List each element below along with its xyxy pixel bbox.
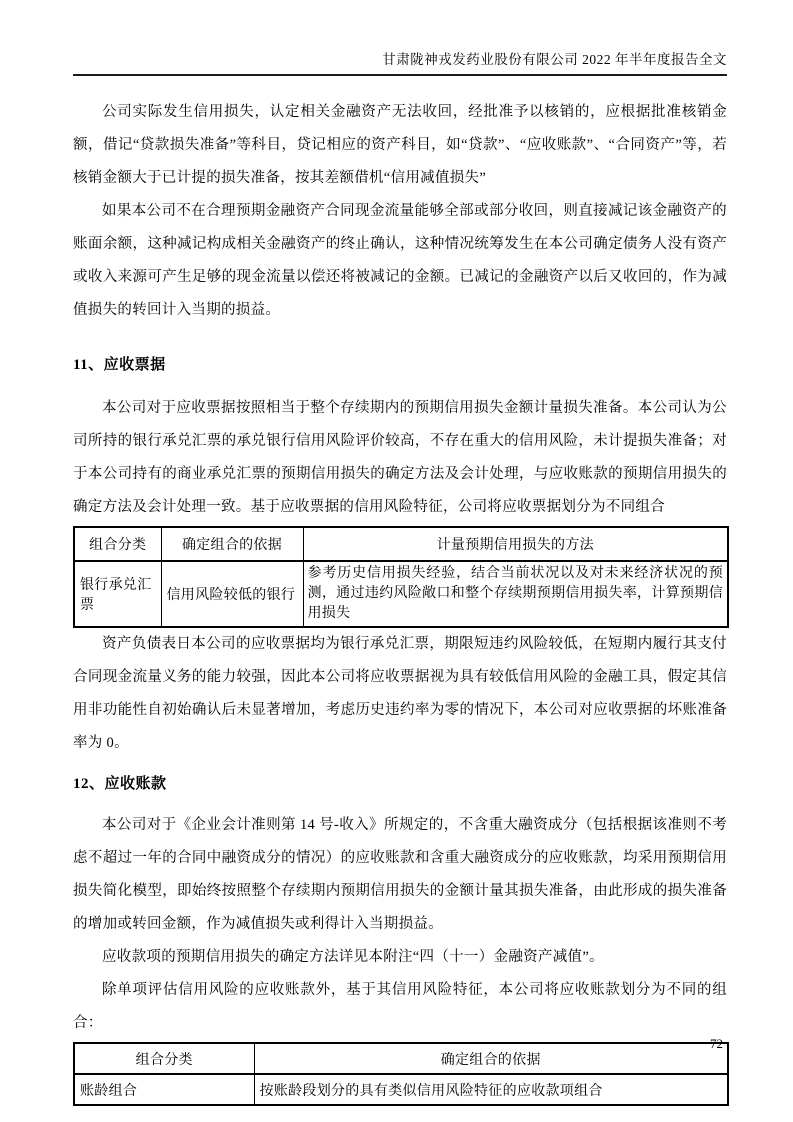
heading-11-bills-receivable: 11、应收票据 [73,357,166,373]
intro-paragraph-direct-write-down: 如果本公司不在合理预期金融资产合同现金流量能够全部或部分收回，则直接减记该金融资产的账面余额，这种减记构成相关金融资产的终止确认，这种情况统筹发生在本公司确定债务人没有资产或收入来源可产生足够的现金流量以偿还将被减记的金额。已减记的金融资产以后又收回的，作为减值损失的转回计入当期的损益。 [73,203,727,318]
report-page [73,0,727,1106]
table-cell-ecl-method: 参考历史信用损失经验，结合当前状况以及对未来经济状况的预测，通过违约风险敞口和整个存续期预期信用损失率，计算预期信用损失 [303,561,728,627]
table-header-cell-portfolio-category: 组合分类 [74,527,161,561]
table-cell-portfolio-basis: 按账龄段划分的具有类似信用风险特征的应收款项组合 [254,1074,728,1105]
table-header-row [74,527,728,561]
table-row [74,1074,728,1105]
report-header [73,0,727,76]
table-header-cell-portfolio-basis: 确定组合的依据 [161,527,303,561]
table-cell-portfolio-category: 银行承兑汇票 [74,561,161,627]
table-header-cell-ecl-method: 计量预期信用损失的方法 [303,527,728,561]
intro-paragraph-write-off: 公司实际发生信用损失，认定相关金融资产无法收回，经批准予以核销的，应根据批准核销金额，借记“贷款损失准备”等科目，贷记相应的资产科目，如“贷款”、“应收账款”、“合同资产”等，若核销金额大于已计提的损失准备，按其差额借机“信用减值损失” [73,104,727,186]
table-cell-portfolio-basis: 信用风险较低的银行 [161,561,303,627]
table-header-cell-portfolio-basis: 确定组合的依据 [254,1043,728,1074]
accounts-receivable-policy-paragraph: 本公司对于《企业会计准则第 14 号-收入》所规定的，不含重大融资成分（包括根据该准则不考虑不超过一年的合同中融资成分的情况）的应收账款和含重大融资成分的应收账款，均采用预期信用损失简化模型，即始终按照整个存续期内预期信用损失的金额计量其损失准备，由此形成的损失准备的增加或转回金额，作为减值损失或利得计入当期损益。 [73,817,727,932]
heading-12-accounts-receivable: 12、应收账款 [73,776,167,792]
page-number: 72 [710,1036,723,1051]
accounts-receivable-grouping-intro-paragraph: 除单项评估信用风险的应收账款外，基于其信用风险特征，本公司将应收账款划分为不同的组合： [73,982,727,1031]
table-cell-portfolio-category: 账龄组合 [74,1074,254,1105]
accounts-receivable-grouping-table [73,1042,729,1106]
accounts-receivable-ecl-reference-paragraph: 应收款项的预期信用损失的确定方法详见本附注“四（十一）金融资产减值”。 [102,949,604,965]
table-header-row [74,1043,728,1074]
bills-receivable-policy-paragraph: 本公司对于应收票据按照相当于整个存续期内的预期信用损失金额计量损失准备。本公司认为公司所持的银行承兑汇票的承兑银行信用风险评价较高，不存在重大的信用风险，未计提损失准备；对于本公司持有的商业承兑汇票的预期信用损失的确定方法及会计处理，与应收账款的预期信用损失的确定方法及会计处理一致。基于应收票据的信用风险特征，公司将应收票据划分为不同组合 [73,400,727,515]
table-row [74,561,728,627]
bills-receivable-risk-paragraph: 资产负债表日本公司的应收票据均为银行承兑汇票，期限短违约风险较低，在短期内履行其支付合同现金流量义务的能力较强，因此本公司将应收票据视为具有较低信用风险的金融工具，假定其信用非功能性自初始确认后未显著增加，考虑历史违约率为零的情况下，本公司对应收票据的坏账准备率为 0。 [73,636,727,751]
table-header-cell-portfolio-category: 组合分类 [74,1043,254,1074]
bills-receivable-grouping-table [73,526,729,628]
report-header-title: 甘肃陇神戎发药业股份有限公司 2022 年半年度报告全文 [382,52,727,67]
